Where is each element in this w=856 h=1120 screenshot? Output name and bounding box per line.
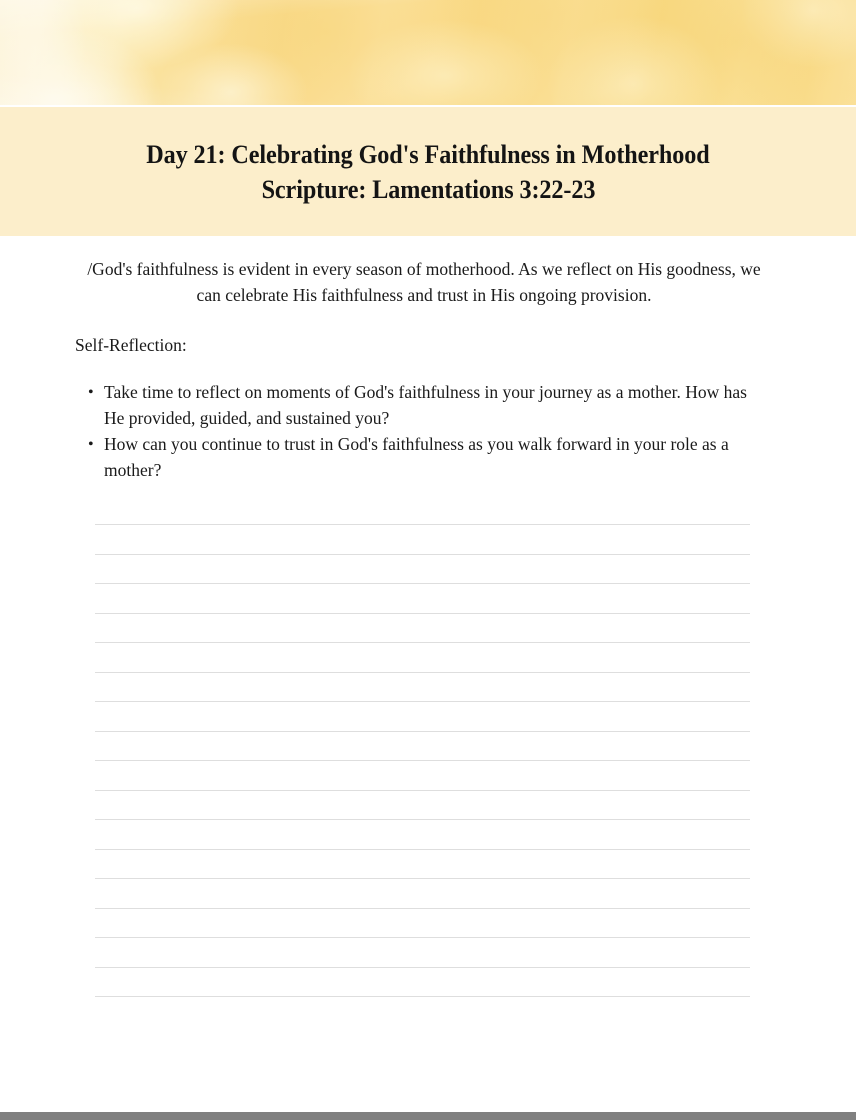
writing-line bbox=[95, 731, 750, 732]
watercolor-banner bbox=[0, 0, 856, 105]
intro-paragraph: /God's faithfulness is evident in every season of motherhood. As we reflect on His goodness, we can celebrate His faithfulness and trust in His ongoing provision. bbox=[87, 259, 761, 305]
writing-line bbox=[95, 524, 750, 525]
writing-line bbox=[95, 908, 750, 909]
writing-line bbox=[95, 760, 750, 761]
bottom-bar bbox=[0, 1112, 856, 1120]
writing-line bbox=[95, 642, 750, 643]
writing-line bbox=[95, 967, 750, 968]
title-band bbox=[0, 107, 856, 236]
list-item: • How can you continue to trust in God's faithfulness as you walk forward in your role as a mother? bbox=[104, 432, 768, 483]
self-reflection-heading: Self-Reflection: bbox=[75, 335, 187, 355]
writing-line bbox=[95, 554, 750, 555]
writing-line bbox=[95, 613, 750, 614]
writing-line bbox=[95, 583, 750, 584]
body-content bbox=[0, 236, 856, 484]
banner-wash-streaks bbox=[0, 0, 856, 105]
writing-line bbox=[95, 819, 750, 820]
writing-line bbox=[95, 790, 750, 791]
writing-line bbox=[95, 701, 750, 702]
list-item: • Take time to reflect on moments of God's faithfulness in your journey as a mother. How has He provided, guided, and sustained you? bbox=[104, 380, 768, 431]
writing-line bbox=[95, 937, 750, 938]
writing-line bbox=[95, 996, 750, 997]
writing-line bbox=[95, 849, 750, 850]
reflection-list bbox=[0, 358, 856, 483]
page-title-line-2: Scripture: Lamentations 3:22-23 bbox=[261, 174, 595, 204]
page-title-line-1: Day 21: Celebrating God's Faithfulness in Motherhood bbox=[146, 139, 710, 169]
writing-line bbox=[95, 878, 750, 879]
ruled-writing-area bbox=[95, 524, 750, 1026]
writing-line bbox=[95, 672, 750, 673]
